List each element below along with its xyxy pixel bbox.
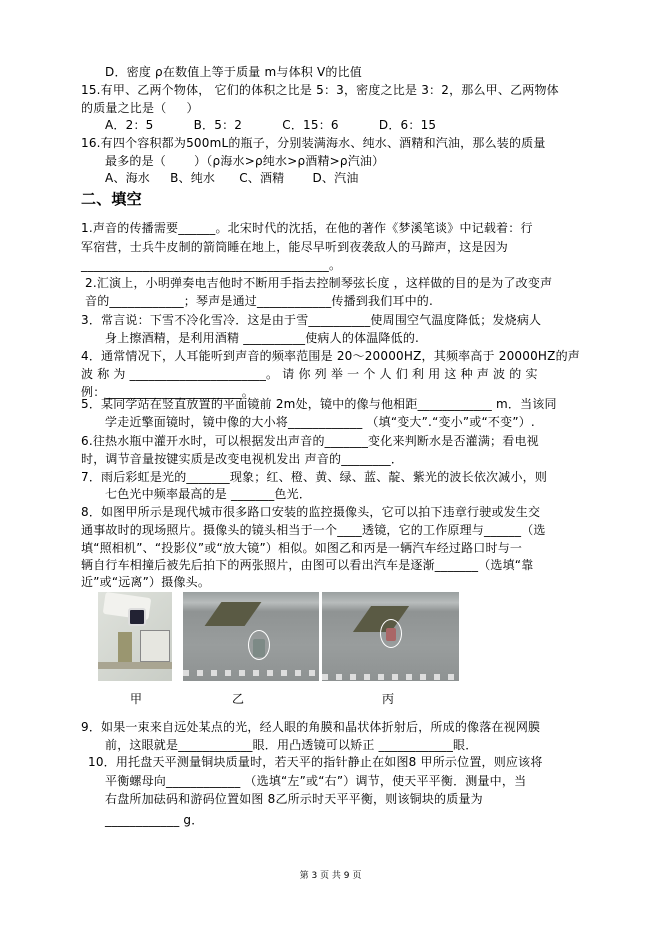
text-line: 2.汇演上，小明弹奏电吉他时不断用手指去控制琴弦长度 ，这样做的目的是为了改变声 <box>85 276 553 290</box>
text-line: 填“照相机”、“投影仪”或“放大镜”）相似。如图乙和丙是一辆汽车经过路口时与一 <box>81 541 523 555</box>
text-line: 5．某同学站在竖直放置的平面镜前 2m处，镜中的像与他相距____________ m．当该同 <box>81 397 557 411</box>
text-line: 9．如果一束来自远处某点的光，经人眼的角膜和晶状体折射后，所成的像落在视网膜 <box>81 720 541 734</box>
text-line: ____________ g． <box>105 813 204 827</box>
figure-jia-camera-photo <box>98 592 172 681</box>
text-line: 通事故时的现场照片。摄像头的镜头相当于一个____透镜，它的工作原理与______（选 <box>81 523 546 537</box>
text-line: 七色光中频率最高的是 _______色光． <box>105 487 312 501</box>
section-heading: 二、填空 <box>81 190 142 208</box>
text-line: 学走近擎面镜时，镜中像的大小将____________ （填“变大”.“变小”或“不变”）. <box>105 415 535 429</box>
text-line: ________________________________________。 <box>81 258 342 272</box>
figure-label-jia: 甲 <box>130 692 143 706</box>
text-line: 15.有甲、乙两个物体， 它们的体积之比是 5：3，密度之比是 3：2，那么甲、乙两物体 <box>81 83 559 97</box>
figure-label-yi: 乙 <box>232 692 245 706</box>
text-line: 波 称 为 ______________________。 请 你 列 举 一 个 人 们 利 用 这 种 声 波 的 实 <box>81 367 538 381</box>
text-line: 6.往热水瓶中灌开水时，可以根据发出声音的_______变化来判断水是否灌满；看电视 <box>81 434 539 448</box>
text-line: D．密度 ρ在数值上等于质量 m与体积 V的比值 <box>105 65 363 79</box>
text-line: 的质量之比是（ ） <box>81 101 199 115</box>
text-line: 时，调节音量按键实质是改变电视机发出 声音的________． <box>81 452 404 466</box>
figure-label-bing: 丙 <box>382 692 395 706</box>
text-line: A、海水 B、纯水 C、酒精 D、汽油 <box>105 171 359 185</box>
text-line: 7．雨后彩虹是光的_______现象；红、橙、黄、绿、蓝、靛、紫光的波长依次减小，则 <box>81 470 548 484</box>
text-line: 最多的是（ ）（ρ海水>ρ纯水>ρ酒精>ρ汽油） <box>105 154 385 168</box>
text-line: 辆自行车相撞后被先后拍下的两张照片，由图可以看出汽车是逐渐_______（选填“靠 <box>81 558 534 572</box>
text-line: 音的____________；琴声是通过____________传播到我们耳中的. <box>85 294 434 308</box>
text-line: 1.声音的传播需要______。北宋时代的沈括，在他的著作《梦溪笔谈》中记载着：行 <box>81 221 533 235</box>
text-line: 例：______________________。 <box>81 385 255 399</box>
text-line: 10．用托盘天平测量铜块质量时，若天平的指针静止在如图8 甲所示位置，则应该将 <box>88 755 543 769</box>
text-line: 平衡螺母向____________ （选填“左”或“右”）调节，使天平平衡．测量中，当 <box>105 774 527 788</box>
text-line: 8．如图甲所示是现代城市很多路口安装的监控摄像头，它可以拍下违章行驶或发生交 <box>81 505 541 519</box>
figure-bing-road-photo <box>322 592 459 681</box>
text-line: 16.有四个容积都为500mL的瓶子，分别装满海水、纯水、酒精和汽油，那么装的质量 <box>81 136 546 150</box>
text-line: 身上擦酒精，是利用酒精 __________使病人的体温降低的. <box>105 331 420 345</box>
page-footer: 第 3 页 共 9 页 <box>299 871 362 881</box>
text-line: 右盘所加砝码和游码位置如图 8乙所示时天平平衡，则该铜块的质量为 <box>105 792 483 806</box>
text-line: 军宿营，士兵牛皮制的箭筒睡在地上，能尽早听到夜袭敌人的马蹄声，这是因为 <box>81 240 509 254</box>
text-line: 3．常言说：下雪不冷化雪冷．这是由于雪__________使周围空气温度降低；发烧病人 <box>81 313 542 327</box>
text-line: A．2：5 B．5：2 C．15：6 D．6：15 <box>105 118 437 132</box>
text-line: 近”或“远离”）摄像头。 <box>81 575 211 589</box>
figure-yi-road-photo <box>183 592 319 681</box>
text-line: 4．通常情况下，人耳能听到声音的频率范围是 20～20000HZ，其频率高于 20000HZ的声 <box>81 349 580 363</box>
text-line: 前，这眼就是____________眼．用凸透镜可以矫正 ____________眼． <box>105 738 478 752</box>
